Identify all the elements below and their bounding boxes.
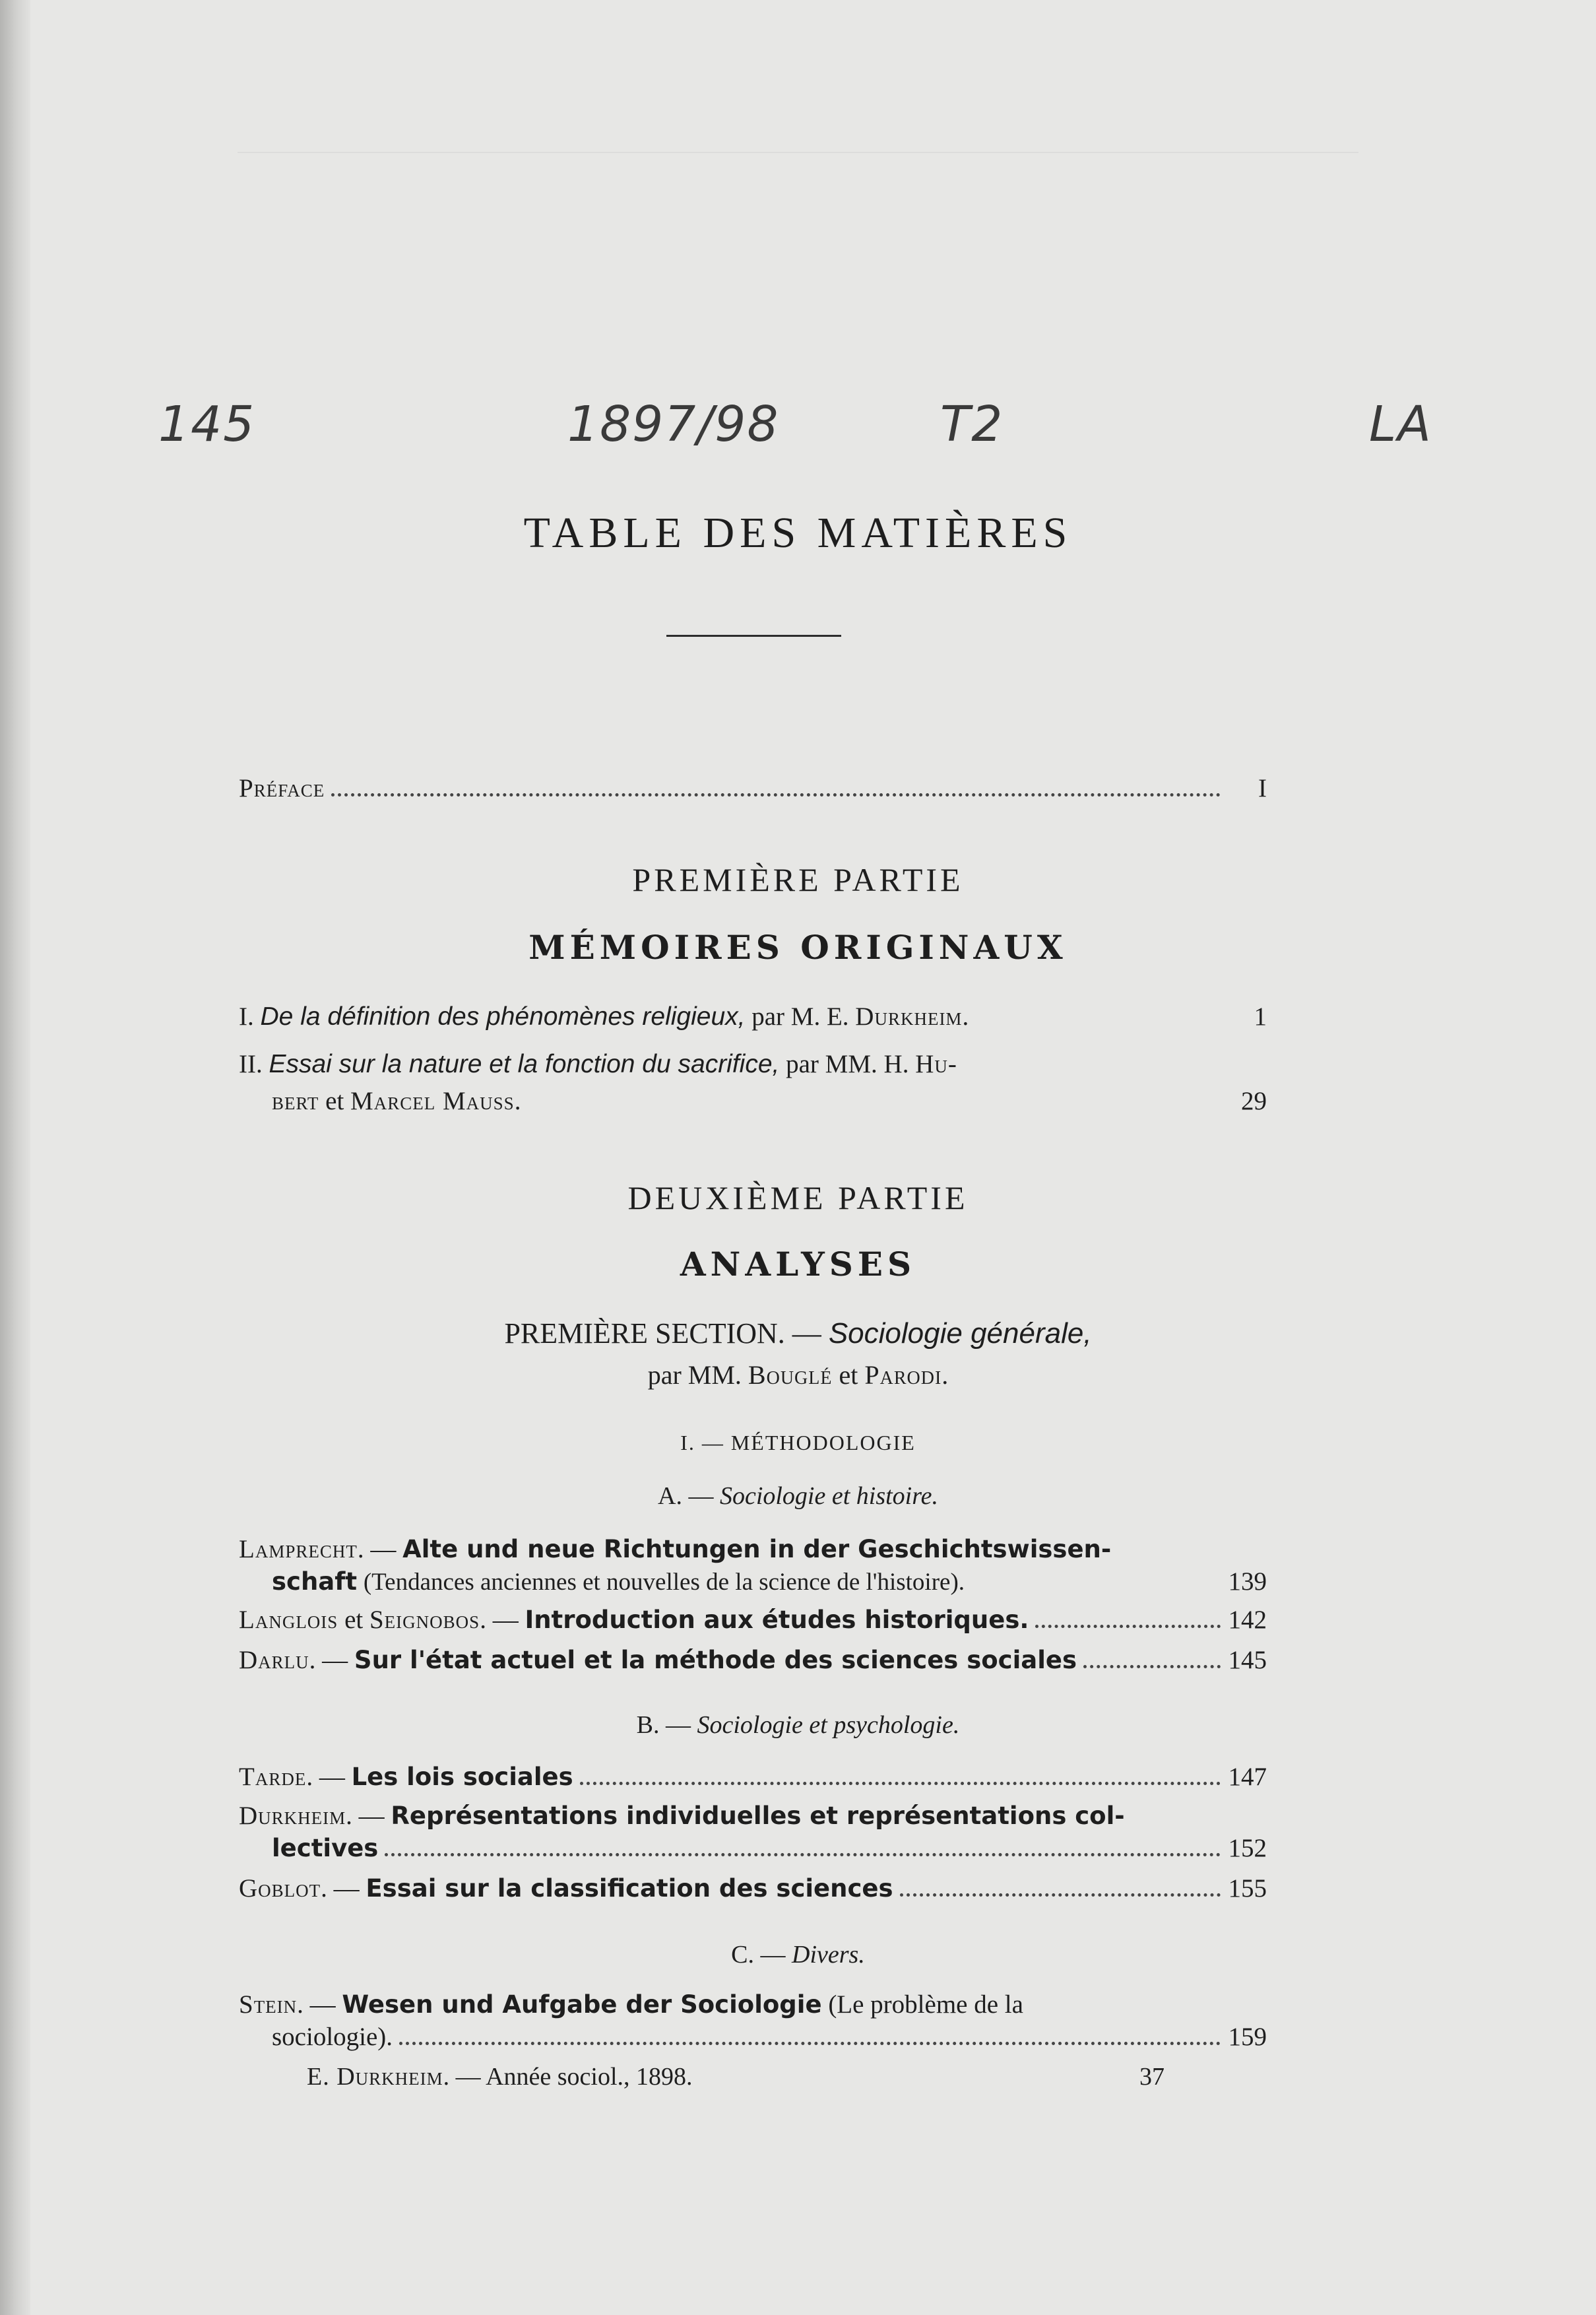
- page-number: 152: [1228, 1834, 1267, 1862]
- entry-author: Stein: [239, 1990, 298, 2019]
- leader-dots: [385, 1853, 1221, 1856]
- page-number: 147: [1228, 1763, 1267, 1791]
- toc-entry-preface[interactable]: [239, 773, 1267, 803]
- entry-by: par MM. H.: [786, 1050, 909, 1078]
- part-heading: ANALYSES: [680, 1245, 916, 1284]
- signature-mark: 37: [1139, 2063, 1165, 2091]
- toc-entry[interactable]: Stein . — Wesen und Aufgabe der Sociologie (Le problème de la: [239, 1990, 1023, 2019]
- title-rule: [666, 635, 841, 637]
- leader-dots: [399, 2042, 1221, 2045]
- toc-entry[interactable]: Tarde . — Les lois sociales 147: [239, 1763, 1267, 1791]
- page-number: 139: [1228, 1567, 1267, 1596]
- page-number: 29: [1241, 1087, 1267, 1115]
- handwritten-note: LA: [1369, 396, 1432, 453]
- entry-author: Durkheim: [239, 1802, 346, 1830]
- group-title: A. — Sociologie et histoire.: [658, 1482, 938, 1510]
- group-title: C. — Divers.: [731, 1941, 865, 1969]
- toc-entry-continuation[interactable]: [272, 2022, 1267, 2052]
- toc-entry[interactable]: Durkheim . — Représentations individuelles et représentations col-: [239, 1802, 1125, 1830]
- entry-author: Durkheim: [855, 1002, 963, 1031]
- part-title: DEUXIÈME PARTIE: [627, 1179, 969, 1216]
- entry-author: Seignobos: [369, 1606, 480, 1634]
- toc-entry[interactable]: Goblot . — Essai sur la classification des sciences 155: [239, 1874, 1267, 1903]
- section-author: Parodi: [864, 1360, 942, 1390]
- leader-dots: [331, 793, 1221, 797]
- entry-label: Préface: [239, 774, 325, 802]
- handwritten-note: 1897/98: [567, 396, 780, 453]
- leader-dots: [900, 1893, 1221, 1897]
- entry-work: Wesen und Aufgabe der Sociologie: [342, 1990, 822, 2019]
- section-label: PREMIÈRE SECTION. —: [504, 1317, 821, 1350]
- entry-work: Représentations individuelles et représentations col-: [391, 1802, 1125, 1830]
- entry-author: bert: [272, 1087, 319, 1115]
- entry-by: par M. E.: [751, 1002, 849, 1031]
- part-heading: MÉMOIRES ORIGINAUX: [528, 928, 1068, 967]
- entry-and: et: [325, 1087, 344, 1115]
- page-number: 145: [1228, 1646, 1267, 1674]
- page-number: I: [1258, 774, 1267, 802]
- toc-entry[interactable]: Langlois et Seignobos . — Introduction aux études historiques. 142: [239, 1606, 1267, 1634]
- entry-author: Goblot: [239, 1874, 321, 1903]
- entry-author: Darlu: [239, 1646, 309, 1674]
- entry-number: I.: [239, 1002, 254, 1031]
- entry-number: II.: [239, 1050, 263, 1078]
- section-name: Sociologie générale,: [828, 1317, 1092, 1350]
- entry-author: Tarde: [239, 1763, 307, 1791]
- entry-work: De la définition des phénomènes religieux,: [260, 1002, 746, 1031]
- section-authors: par MM. Bouglé et Parodi.: [647, 1360, 949, 1390]
- page-footer: [307, 2062, 1165, 2091]
- entry-translation: (Le problème de la: [828, 1990, 1023, 2019]
- entry-author: Hu-: [915, 1050, 957, 1078]
- entry-translation: sociologie).: [272, 2023, 393, 2051]
- subsection-title: I. — MÉTHODOLOGIE: [680, 1431, 916, 1454]
- page-number: 142: [1228, 1606, 1267, 1634]
- toc-entry[interactable]: [239, 1049, 1267, 1079]
- entry-work: Les lois sociales: [351, 1763, 573, 1791]
- toc-entry-continuation[interactable]: [272, 1833, 1267, 1863]
- toc-entry-continuation[interactable]: bert et Marcel Mauss . 29: [272, 1087, 1267, 1115]
- entry-translation: (Tendances anciennes et nouvelles de la science de l'histoire).: [363, 1569, 965, 1596]
- toc-entry[interactable]: Lamprecht . — Alte und neue Richtungen in der Geschichtswissen-: [239, 1535, 1112, 1563]
- entry-work: Essai sur la nature et la fonction du sacrifice,: [269, 1050, 780, 1078]
- group-title: B. — Sociologie et psychologie.: [636, 1711, 960, 1739]
- handwritten-note: T2: [940, 396, 1004, 453]
- toc-entry[interactable]: Darlu . — Sur l'état actuel et la méthode des sciences sociales 145: [239, 1646, 1267, 1674]
- group-name: Divers.: [792, 1941, 865, 1969]
- group-name: Sociologie et histoire.: [719, 1482, 938, 1510]
- section-title: [0, 1317, 1596, 1350]
- bleed-through: [238, 125, 1358, 153]
- entry-work: Sur l'état actuel et la méthode des sciences sociales: [354, 1646, 1077, 1674]
- leader-dots: [580, 1782, 1221, 1785]
- entry-work: lectives: [272, 1834, 379, 1862]
- group-name: Sociologie et psychologie.: [697, 1711, 960, 1739]
- handwritten-note: 145: [158, 396, 256, 453]
- entry-author: Marcel Mauss: [350, 1087, 515, 1115]
- entry-work: schaft: [272, 1567, 358, 1596]
- entry-author: Langlois: [239, 1606, 338, 1634]
- section-author: Bouglé: [748, 1360, 833, 1390]
- part-title: PREMIÈRE PARTIE: [632, 861, 964, 898]
- entry-work: Introduction aux études historiques.: [525, 1606, 1029, 1634]
- footer-imprint: E. Durkheim. — Année sociol., 1898.: [307, 2063, 693, 2091]
- leader-dots: [1035, 1625, 1221, 1628]
- toc-entry-continuation[interactable]: [272, 1567, 1267, 1596]
- page-number: 159: [1228, 2023, 1267, 2051]
- entry-author: Lamprecht: [239, 1535, 358, 1563]
- page-number: 155: [1228, 1874, 1267, 1903]
- toc-entry[interactable]: I. De la définition des phénomènes religieux, par M. E. Durkheim . 1: [239, 1002, 1267, 1031]
- page-number: 1: [1254, 1002, 1267, 1031]
- entry-work: Essai sur la classification des sciences: [366, 1874, 893, 1903]
- leader-dots: [1083, 1665, 1221, 1668]
- page-title: TABLE DES MATIÈRES: [523, 509, 1073, 557]
- entry-work: Alte und neue Richtungen in der Geschichtswissen-: [402, 1535, 1112, 1563]
